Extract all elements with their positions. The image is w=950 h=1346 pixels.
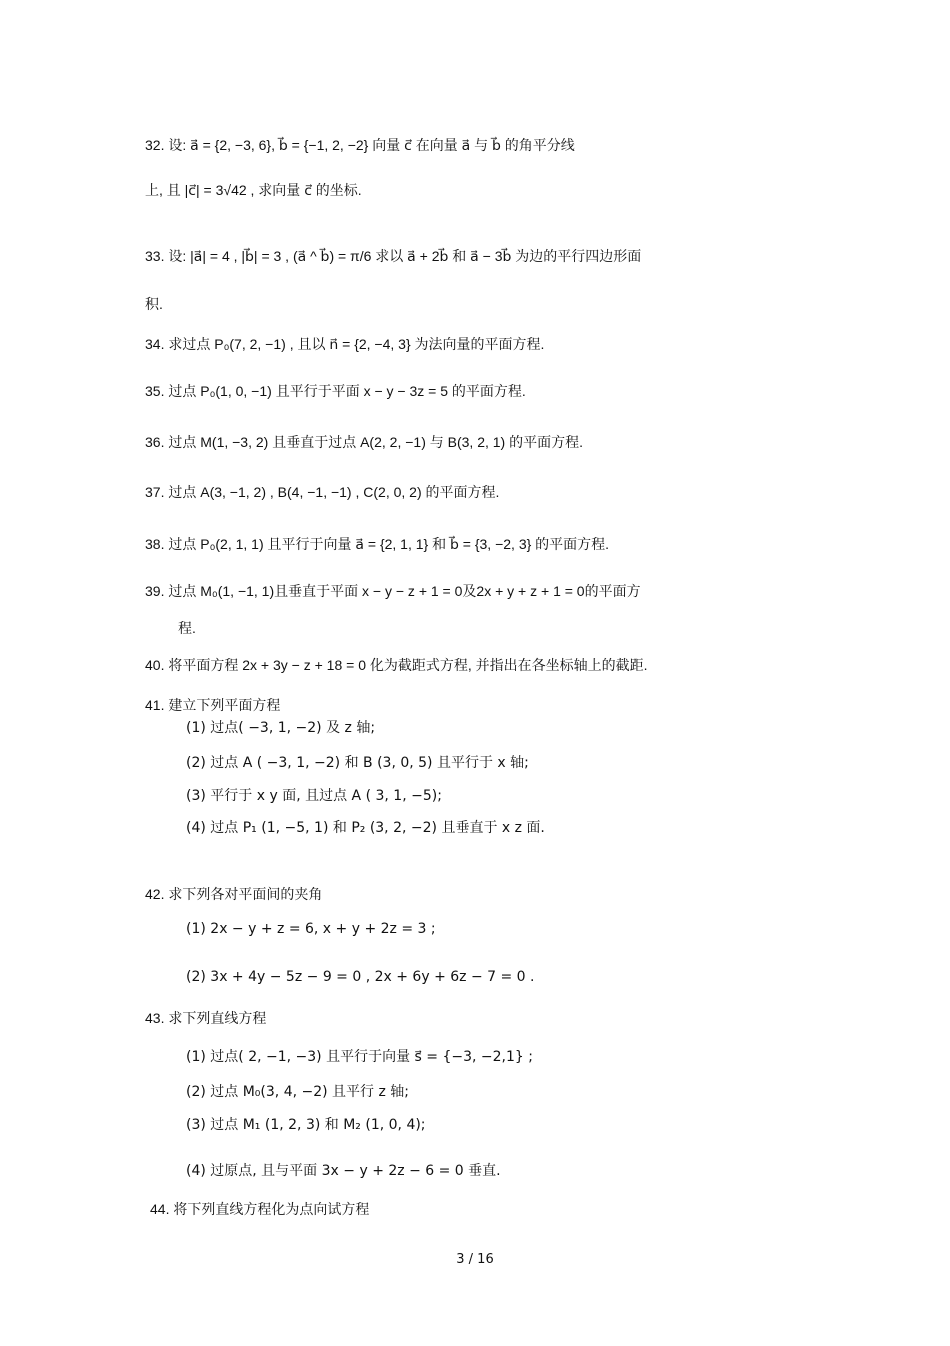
problem-44: 44. 将下列直线方程化为点向试方程 [150, 1201, 370, 1217]
problem-42: 42. 求下列各对平面间的夹角 [145, 886, 323, 902]
problem-43-part-1: (1) 过点( 2, −1, −3) 且平行于向量 s⃗ = {−3, −2,1} ; [186, 1049, 533, 1065]
problem-33-line-2: 积. [145, 296, 163, 312]
problem-42-part-1: (1) 2x − y + z = 6, x + y + 2z = 3 ; [186, 921, 436, 937]
problem-39-line-1: 39. 过点 M₀(1, −1, 1)且垂直于平面 x − y − z + 1 = 0及2x + y + z + 1 = 0的平面方 [145, 583, 641, 599]
problem-38: 38. 过点 P₀(2, 1, 1) 且平行于向量 a⃗ = {2, 1, 1} 和 b⃗ = {3, −2, 3} 的平面方程. [145, 536, 610, 552]
problem-41-part-4: (4) 过点 P₁ (1, −5, 1) 和 P₂ (3, 2, −2) 且垂直于 x z 面. [186, 820, 545, 836]
problem-42-part-2: (2) 3x + 4y − 5z − 9 = 0 , 2x + 6y + 6z − 7 = 0 . [186, 969, 535, 985]
problem-39-line-2: 程. [178, 620, 196, 636]
problem-43-part-2: (2) 过点 M₀(3, 4, −2) 且平行 z 轴; [186, 1084, 410, 1100]
problem-37: 37. 过点 A(3, −1, 2) , B(4, −1, −1) , C(2, 0, 2) 的平面方程. [145, 484, 500, 500]
problem-41-part-3: (3) 平行于 x y 面, 且过点 A ( 3, 1, −5); [186, 788, 442, 804]
page-number: 3 / 16 [456, 1252, 494, 1267]
problem-41-part-1: (1) 过点( −3, 1, −2) 及 z 轴; [186, 720, 376, 736]
problem-43-part-3: (3) 过点 M₁ (1, 2, 3) 和 M₂ (1, 0, 4); [186, 1117, 426, 1133]
problem-32-line-1: 32. 设: a⃗ = {2, −3, 6}, b⃗ = {−1, 2, −2} 向量 c⃗ 在向量 a⃗ 与 b⃗ 的角平分线 [145, 137, 575, 153]
problem-43: 43. 求下列直线方程 [145, 1010, 267, 1026]
problem-33-line-1: 33. 设: |a⃗| = 4 , |b⃗| = 3 , (a⃗ ^ b⃗) = π/6 求以 a⃗ + 2b⃗ 和 a⃗ − 3b⃗ 为边的平行四边形面 [145, 248, 642, 264]
problem-40: 40. 将平面方程 2x + 3y − z + 18 = 0 化为截距式方程, 并指出在各坐标轴上的截距. [145, 657, 648, 673]
problem-35: 35. 过点 P₀(1, 0, −1) 且平行于平面 x − y − 3z = 5 的平面方程. [145, 383, 526, 399]
problem-43-part-4: (4) 过原点, 且与平面 3x − y + 2z − 6 = 0 垂直. [186, 1163, 501, 1179]
problem-32-line-2: 上, 且 |c⃗| = 3√42 , 求向量 c⃗ 的坐标. [145, 182, 362, 198]
problem-41: 41. 建立下列平面方程 [145, 697, 281, 713]
problem-34: 34. 求过点 P₀(7, 2, −1) , 且以 n⃗ = {2, −4, 3} 为法向量的平面方程. [145, 336, 545, 352]
problem-36: 36. 过点 M(1, −3, 2) 且垂直于过点 A(2, 2, −1) 与 B(3, 2, 1) 的平面方程. [145, 434, 583, 450]
problem-41-part-2: (2) 过点 A ( −3, 1, −2) 和 B (3, 0, 5) 且平行于 x 轴; [186, 755, 529, 771]
